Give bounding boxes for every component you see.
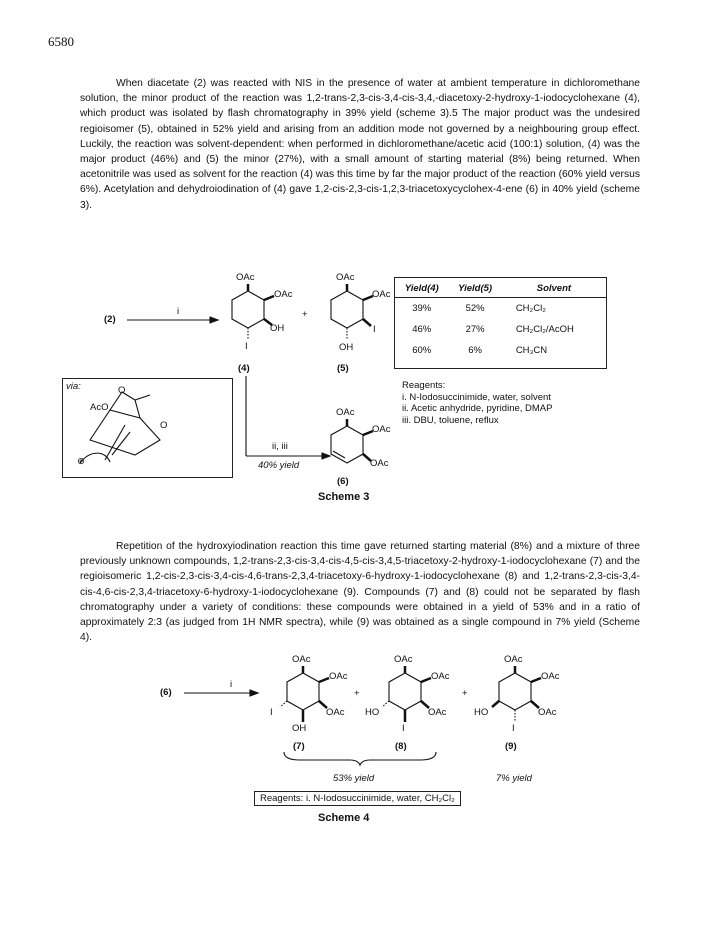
c9-oac-right: OAc [541,671,560,682]
reagent-item: i. N-Iodosuccinimide, water, solvent [402,391,551,403]
c5-label: (5) [337,363,349,374]
c9-oac-bottom: OAc [538,707,557,718]
c6-oac-bottom: OAc [370,458,389,469]
table-cell: 27% [465,324,485,335]
c4-oac-top: OAc [236,272,255,283]
c7-i: I [270,707,273,718]
yield-table-header: Yield(5) [448,278,501,298]
c5-oac-right: OAc [372,289,391,300]
via-iodonium: ⊕ [77,456,85,467]
table-cell: 46% [412,324,432,335]
scheme3-yield-label: 40% yield [258,460,300,471]
table-cell: 60% [412,345,432,356]
yield-table-header: Solvent [502,278,606,298]
c5-oac-top: OAc [336,272,355,283]
c7-oac-top: OAc [292,654,311,665]
scheme4-plus-2: + [462,688,468,699]
scheme4-arrow-label: i [230,679,233,690]
c7-label: (7) [293,741,305,752]
paragraph-2-text: Repetition of the hydroxyiodination reaction this time gave returned starting material (8%) and a mixture of three previously unknown compounds, 1,2-trans-2,3-cis-3,4-cis-4,5-cis-3,4,5-triacetoxy-2-hydroxy-1-iodocyclohexane (7) and the regioisomeric 1,2-cis-2,3-cis-3,4-cis-4,6-trans-2,3,4-triacetoxy-6-hydroxy-1-iodocyclohexane (8) and 1,2-trans-2,3-cis-3,4-cis-4,6-cis-2,3,4-triacetoxy-6-hydroxy-1-iodocyclohexane (9). Compounds (7) and (8) could not be separated by flash chromatography under a variety of conditions: these compounds were obtained in a yield of 53% and in a ratio of approximately 2:3 (as judged from 1H NMR spectra), while (9) was obtained as a single compound in 7% yield (Scheme 4). [80,541,640,644]
paragraph-2 [80,539,640,645]
table-row [395,319,606,340]
c6-label: (6) [337,476,349,487]
table-cell: CH₃CN [515,345,548,356]
c8-ho: HO [365,707,380,718]
via-intermediate-box [62,378,233,478]
table-cell: CH₂Cl₂/AcOH [515,324,574,335]
c7-oac-right: OAc [329,671,348,682]
c7-oh: OH [292,723,307,734]
c8-oac-bottom: OAc [428,707,447,718]
c9-label: (9) [505,741,517,752]
c5-i: I [373,324,376,335]
scheme-3-title: Scheme 3 [318,491,370,503]
table-cell: CH₂Cl₂ [515,303,546,314]
paragraph-1-text: When diacetate (2) was reacted with NIS in the presence of water at ambient temperature in dichloromethane solution, the minor product of the reaction was 1,2-trans-2,3-cis-3,4-cis-3,4,-diacetoxy-2-hydroxy-1-iodocyclohexane (4), which product was isolated by flash chromatography in 39% yield (scheme 3).5 The major product was the undesired regioisomer (5), obtained in 52% yield and arising from an addition mode not governed by a neighbouring group effect. Luckily, the reaction was solvent-dependent: when performed in dichloromethane/acetic acid (100:1) solution, (4) was the major product (46%) and (5) the minor (27%), with a small amount of starting material (8%) being returned. When acetonitrile was used as solvent for the reaction (4) was this time by far the major product of the reaction (60% yield versus 6%). Acetylation and dehydroiodination of (4) gave 1,2-cis-2,3-cis-1,2,3-triacetoxycyclohex-4-ene (6) in 40% yield (scheme 3). [80,78,640,211]
scheme4-start-label: (6) [160,687,172,698]
scheme3-arrow-label: i [177,306,180,317]
table-row [395,340,606,361]
c8-oac-top: OAc [394,654,413,665]
c4-oac-right: OAc [274,289,293,300]
c6-oac-right: OAc [372,424,391,435]
scheme-4-title: Scheme 4 [318,812,370,824]
via-aco: AcO [90,402,109,413]
reagent-item: ii. Acetic anhydride, pyridine, DMAP [402,403,553,414]
scheme3-start-label: (2) [104,314,116,325]
c7-oac-bottom: OAc [326,707,345,718]
yield-table [394,277,607,369]
c4-oh: OH [270,323,285,334]
table-row [395,298,606,320]
scheme4-yield-78: 53% yield [333,773,375,784]
c9-oac-top: OAc [504,654,523,665]
c4-i: I [245,341,248,352]
c4-label: (4) [238,363,250,374]
yield-table-header: Yield(4) [395,278,448,298]
scheme3-plus: + [302,309,308,320]
scheme4-plus-1: + [354,688,360,699]
c8-i: I [402,723,405,734]
c9-i: I [512,723,515,734]
table-cell: 6% [468,345,482,356]
via-o1: O [118,385,126,396]
c5-oh: OH [339,342,354,353]
scheme3-arrow2-label: ii, iii [272,441,288,452]
table-cell: 52% [465,303,485,314]
c6-oac-top: OAc [336,407,355,418]
via-label: via: [66,381,81,392]
c9-ho: HO [474,707,489,718]
scheme4-yield-9: 7% yield [496,773,532,784]
table-cell: 39% [412,303,432,314]
via-o2: O [160,420,168,431]
reagent-item: iii. DBU, toluene, reflux [402,414,499,426]
scheme4-reagents: Reagents: i. N-Iodosuccinimide, water, CH₂Cl₂ [254,791,461,806]
c8-label: (8) [395,741,407,752]
page-number: 6580 [48,34,74,49]
c8-oac-right: OAc [431,671,450,682]
scheme3-reagents [402,380,552,426]
reagents-title: Reagents: [402,380,446,391]
